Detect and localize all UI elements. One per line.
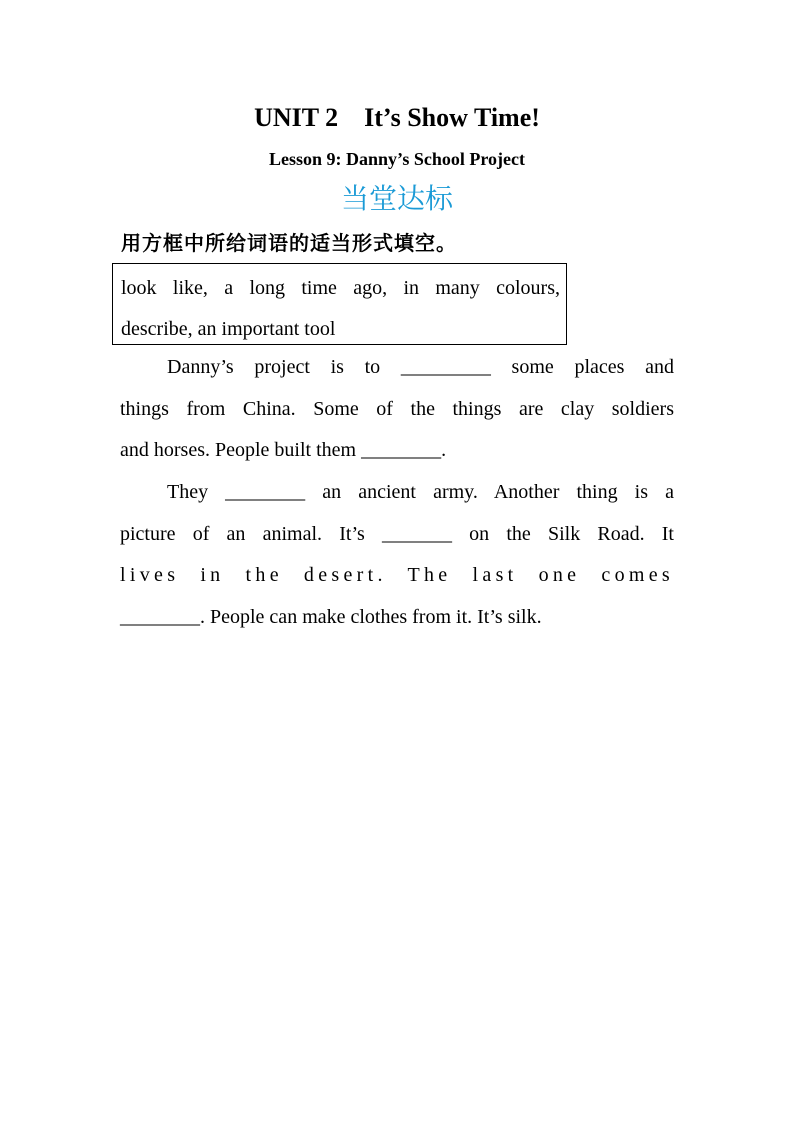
- exercise-instruction: 用方框中所给词语的适当形式填空。: [121, 231, 457, 255]
- word-bank-box: [112, 263, 567, 345]
- section-heading: 当堂达标: [340, 182, 453, 215]
- passage-line: and horses. People built them ________.: [120, 439, 447, 462]
- passage-line: Danny’s project is to _________ some places and: [167, 356, 674, 378]
- unit-title: UNIT 2 It’s Show Time!: [254, 103, 540, 132]
- passage-line: They ________ an ancient army. Another thing is a: [167, 481, 674, 503]
- passage-line: ________. People can make clothes from it. It’s silk.: [120, 606, 542, 629]
- passage-line: lives in the desert. The last one comes: [120, 564, 674, 587]
- passage-line: picture of an animal. It’s _______ on the Silk Road. It: [120, 522, 674, 545]
- passage-paragraph-1: [120, 347, 674, 472]
- word-bank-line-1: look like, a long time ago, in many colours,: [121, 277, 560, 299]
- word-bank-line-2: describe, an important tool: [121, 318, 336, 340]
- passage-line: things from China. Some of the things are clay soldiers: [120, 397, 674, 420]
- lesson-subtitle: Lesson 9: Danny’s School Project: [269, 149, 525, 169]
- passage-paragraph-2: [120, 472, 674, 639]
